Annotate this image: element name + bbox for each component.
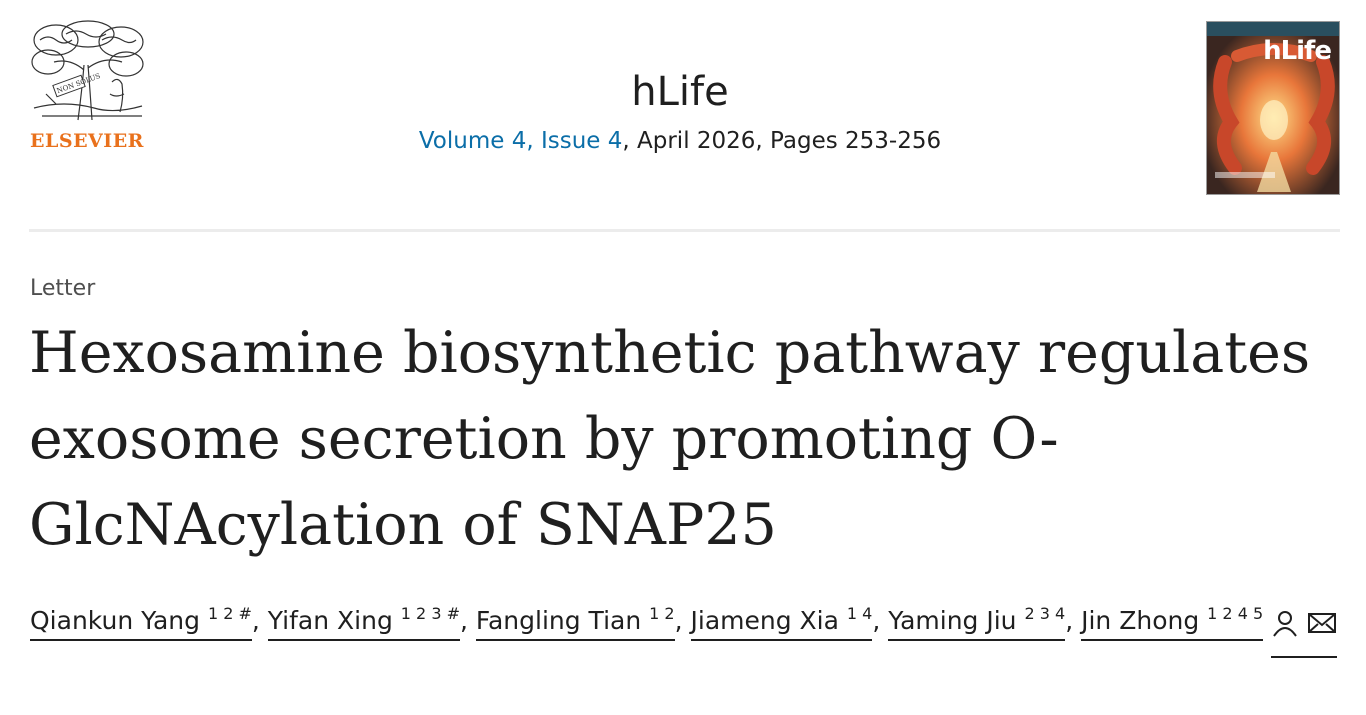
cover-journal-name: hLife [1263,36,1331,66]
author-affiliations: 1 4 [846,604,873,623]
issue-date-pages: , April 2026, Pages 253-256 [622,128,942,154]
author-link-corresponding[interactable] [1081,606,1263,641]
header-divider [29,229,1340,232]
author-list [30,598,1340,658]
author-link[interactable] [476,606,675,641]
article-title: Hexosamine biosynthetic pathway regulates exosome secretion by promoting O-GlcNAcylation of SNAP25 [29,320,1311,558]
author-separator: , [872,606,889,635]
author-affiliations: 2 3 4 [1024,604,1066,623]
author-link[interactable] [268,606,460,641]
author-name: Yifan Xing [267,606,393,635]
elsevier-tree-icon [26,20,148,126]
author-affiliations: 1 2 3 # [400,604,460,623]
author-separator: , [1065,606,1082,635]
article-type: Letter [30,276,96,301]
author-separator: , [251,606,268,635]
journal-cover-image[interactable] [1206,21,1340,195]
author-affiliations: 1 2 4 5 [1207,604,1264,623]
issue-info [380,126,980,156]
author-name: Qiankun Yang [30,606,200,635]
person-icon [1271,609,1299,637]
author-name: Jin Zhong [1081,606,1200,635]
author-name: Jiameng Xia [690,606,839,635]
elsevier-logo[interactable] [26,20,148,152]
author-separator: , [674,606,691,635]
publisher-name: ELSEVIER [30,130,144,152]
journal-header [380,66,980,156]
author-link[interactable] [691,606,873,641]
author-link[interactable] [30,606,252,641]
author-affiliations: 1 2 # [207,604,252,623]
author-profile-link[interactable] [1271,606,1337,658]
envelope-icon [1307,609,1337,637]
journal-title-link[interactable]: hLife [631,69,729,115]
author-separator: , [459,606,476,635]
author-affiliations: 1 2 [649,604,675,623]
publisher-motto: NON SOLUS [55,71,102,96]
author-link[interactable] [888,606,1065,641]
author-name: Fangling Tian [475,606,642,635]
author-name: Yaming Jiu [888,606,1017,635]
volume-issue-link[interactable]: Volume 4, Issue 4 [418,128,623,154]
